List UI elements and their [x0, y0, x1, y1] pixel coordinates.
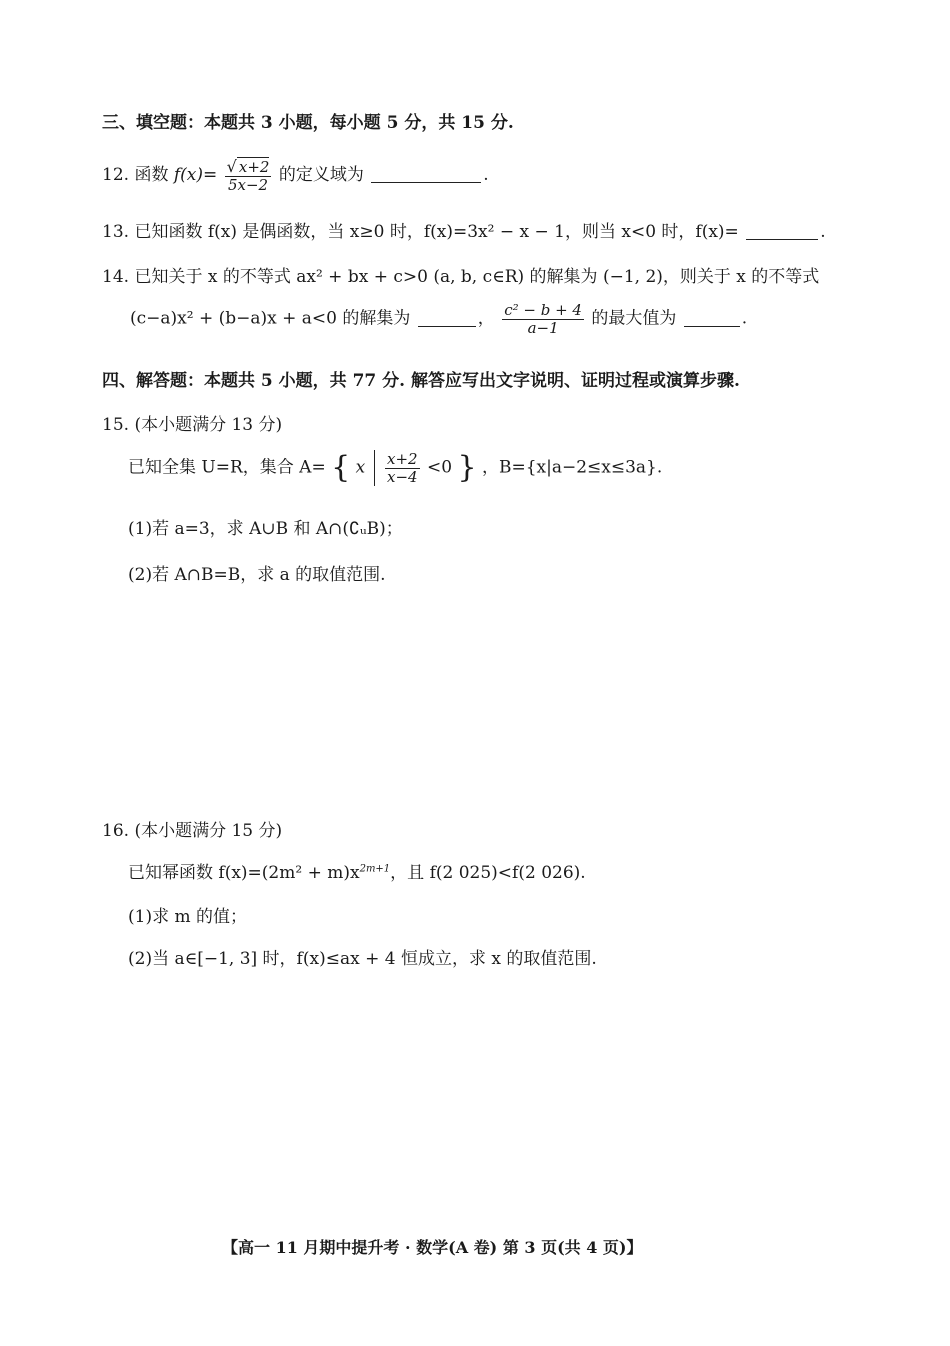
- answer-blank[interactable]: [418, 310, 476, 327]
- question-16-stem-start: 已知幂函数 f(x)=(2m² + m)x: [128, 863, 360, 883]
- question-15-stem: [128, 450, 662, 486]
- answer-blank[interactable]: [684, 310, 740, 327]
- fraction-denominator: x−4: [387, 467, 418, 486]
- question-12: [102, 158, 489, 193]
- question-13-text: 13. 已知函数 f(x) 是偶函数，当 x≥0 时，f(x)=3x² − x − 1，则当 x<0 时，f(x)=: [102, 222, 739, 242]
- question-15-stem-start: 已知全集 U=R，集合 A=: [128, 457, 326, 478]
- question-12-suffix: 的定义域为: [278, 165, 364, 186]
- end-period: .: [741, 308, 748, 329]
- question-14-max-label: 的最大值为: [591, 308, 677, 329]
- question-14-line-2: [130, 302, 747, 336]
- question-number: 12.: [102, 165, 130, 186]
- question-15-part-2: (2)若 A∩B=B，求 a 的取值范围.: [128, 565, 386, 585]
- fraction: [502, 302, 584, 336]
- exponent: 2m+1: [359, 863, 391, 875]
- fraction-denominator: 5x−2: [227, 175, 269, 194]
- fraction: [385, 451, 420, 485]
- fraction-denominator: a−1: [527, 318, 559, 337]
- right-brace-icon: }: [457, 450, 477, 485]
- answer-blank[interactable]: [371, 166, 481, 183]
- end-period: .: [483, 165, 489, 186]
- question-14-inequality: (c−a)x² + (b−a)x + a<0 的解集为: [130, 308, 411, 329]
- fraction-numerator: x+2: [238, 158, 270, 176]
- fraction: [225, 158, 272, 193]
- section-3-header: 三、填空题：本题共 3 小题，每小题 5 分，共 15 分.: [102, 113, 514, 133]
- end-period: .: [820, 222, 826, 242]
- fraction-numerator: c² − b + 4: [504, 301, 582, 319]
- left-brace-icon: {: [331, 450, 351, 485]
- fraction-numerator: x+2: [387, 450, 418, 468]
- comma: ，: [477, 308, 495, 329]
- question-13: [102, 217, 826, 242]
- question-14-line-1: 14. 已知关于 x 的不等式 ax² + bx + c>0 (a, b, c∈R) 的解集为 (−1, 2)，则关于 x 的不等式: [102, 267, 820, 287]
- question-16-stem-end: ，且 f(2 025)<f(2 026).: [390, 863, 586, 883]
- set-divider: [374, 450, 375, 486]
- question-15-part-1: (1)若 a=3，求 A∪B 和 A∩(∁ᵤB)；: [128, 519, 403, 539]
- sqrt-icon: √: [226, 157, 237, 176]
- answer-blank[interactable]: [746, 223, 818, 240]
- question-16-title: 16. (本小题满分 15 分): [102, 821, 283, 841]
- question-15-stem-end: ，B={x|a−2≤x≤3a}.: [481, 457, 663, 478]
- set-variable: x: [355, 457, 366, 478]
- question-16-stem: [128, 858, 586, 883]
- question-16-part-1: (1)求 m 的值；: [128, 907, 248, 927]
- question-12-prefix: 函数: [134, 165, 169, 186]
- question-15-title: 15. (本小题满分 13 分): [102, 415, 283, 435]
- section-4-header: 四、解答题：本题共 5 小题，共 77 分. 解答应写出文字说明、证明过程或演算步骤.: [102, 371, 740, 391]
- set-condition: <0: [427, 457, 453, 478]
- question-16-part-2: (2)当 a∈[−1, 3] 时，f(x)≤ax + 4 恒成立，求 x 的取值范围.: [128, 949, 597, 969]
- function-notation: f(x)=: [173, 165, 218, 186]
- page-footer: 【高一 11 月期中提升考 · 数学(A 卷) 第 3 页(共 4 页)】: [222, 1238, 643, 1257]
